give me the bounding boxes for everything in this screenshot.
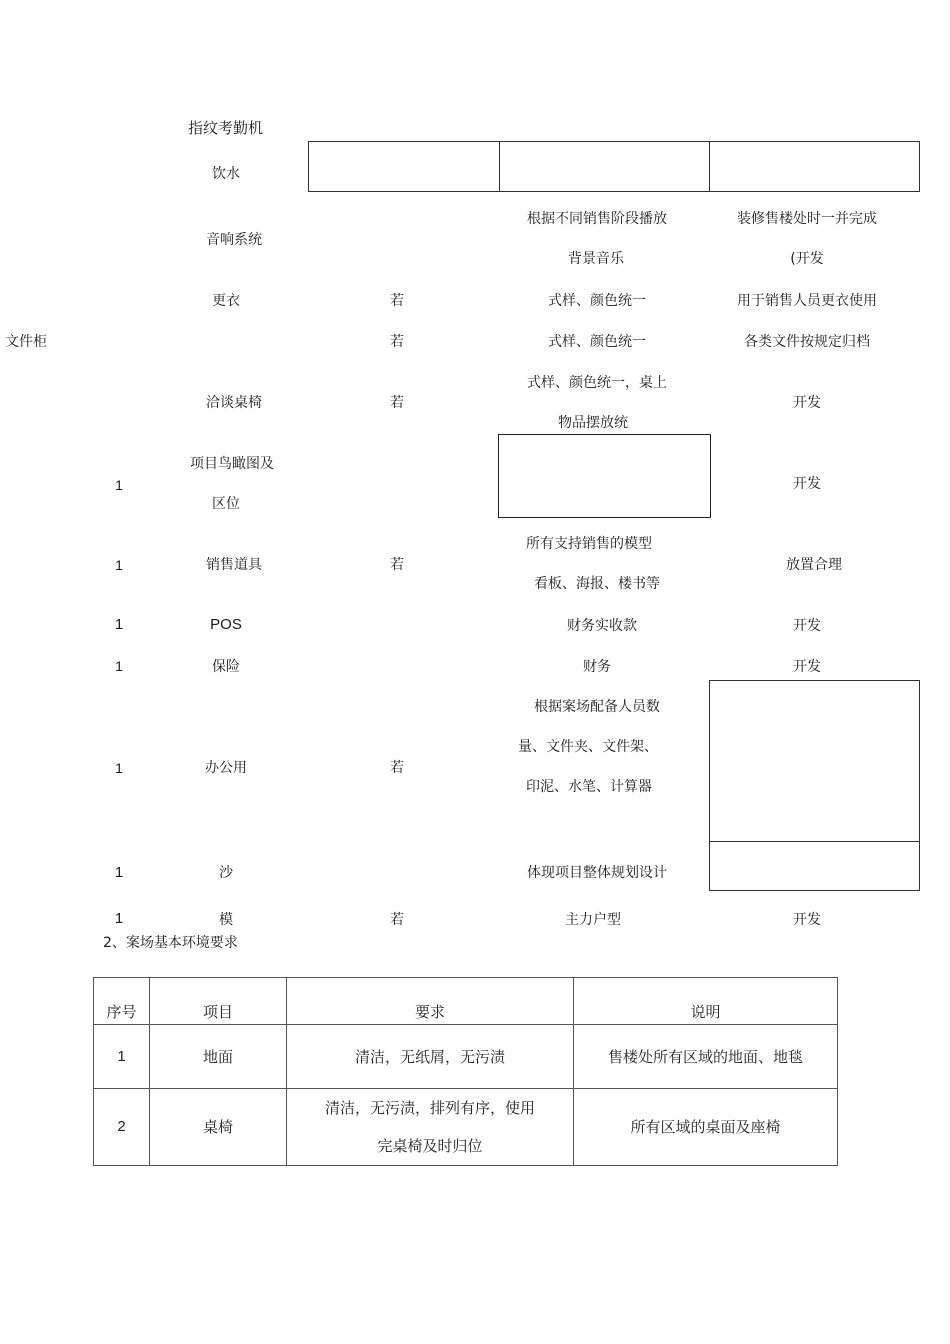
note-cabinet: 各类文件按规定归档 [744,334,870,350]
cell-requirement: 清洁，无纸屑，无污渍 [287,1025,574,1089]
header-note: 说明 [574,978,838,1025]
cell-note: 所有区域的桌面及座椅 [574,1089,838,1166]
empty-cell-box [709,141,920,192]
num-sand-table: 1 [114,864,124,881]
qty-cabinet: 若 [390,334,404,350]
cell-no: 2 [94,1089,150,1166]
note-audio-line2: (开发 [790,251,824,267]
requirement-office-line3: 印泥、水笔、计算器 [526,779,652,795]
item-office: 办公用 [205,760,247,776]
empty-cell-box [499,141,710,192]
header-requirement: 要求 [287,978,574,1025]
requirement-negotiation-table-line2: 物品摆放统 [558,415,628,431]
item-sales-props: 销售道具 [206,557,262,573]
requirement-office-line2: 量、文件夹、文件架、 [518,739,658,755]
requirement-audio-line1: 根据不同销售阶段播放 [527,211,667,227]
requirement-office-line1: 根据案场配备人员数 [534,699,660,715]
requirement-safe: 财务 [583,659,611,675]
num-model: 1 [114,910,124,927]
requirement-sales-props-line2: 看板、海报、楼书等 [534,576,660,592]
requirement-audio-line2: 背景音乐 [568,251,624,267]
requirement-cabinet: 式样、颜色统一 [548,334,646,350]
num-sales-props: 1 [115,557,123,573]
empty-cell-box [308,141,500,192]
item-fingerprint: 指纹考勤机 [188,119,264,137]
empty-cell-box [709,680,920,842]
note-clothes: 用于销售人员更衣使用 [737,293,877,309]
item-sand-table: 沙 [219,865,233,881]
num-pos: 1 [114,616,124,633]
num-aerial-map: 1 [115,477,123,493]
cell-note: 售楼处所有区域的地面、地毯 [574,1025,838,1089]
note-aerial-map: 开发 [793,476,821,492]
cell-requirement-line2: 完桌椅及时归位 [377,1137,483,1155]
header-no: 序号 [94,978,150,1025]
table-header-row [94,978,838,1025]
item-water: 饮水 [212,166,240,182]
requirement-model: 主力户型 [565,912,621,928]
empty-cell-box [709,841,920,891]
note-safe: 开发 [793,659,821,675]
requirement-pos: 财务实收款 [567,618,637,634]
item-aerial-map-line2: 区位 [212,496,240,512]
item-pos: POS [210,616,242,633]
empty-cell-box [498,434,711,518]
table-row [94,1089,838,1166]
env-requirements-table [93,977,838,1166]
note-audio-line1: 装修售楼处时一并完成 [737,211,877,227]
qty-clothes: 若 [390,293,404,309]
item-cabinet: 文件柜 [5,334,47,350]
requirement-sales-props-line1: 所有支持销售的模型 [526,536,652,552]
requirement-clothes: 式样、颜色统一 [548,293,646,309]
qty-model: 若 [390,912,404,928]
section-title: 2、案场基本环境要求 [103,935,238,951]
qty-sales-props: 若 [390,557,404,573]
requirement-negotiation-table-line1: 式样、颜色统一，桌上 [527,375,667,391]
header-item: 项目 [150,978,287,1025]
cell-requirement [287,1089,574,1166]
cell-requirement-line1: 清洁，无污渍，排列有序，使用 [324,1099,535,1117]
num-safe: 1 [115,658,123,674]
cell-no: 1 [94,1025,150,1089]
table-row [94,1025,838,1089]
qty-negotiation-table: 若 [390,395,404,411]
item-negotiation-table: 洽谈桌椅 [206,395,262,411]
num-office: 1 [115,760,123,776]
item-safe: 保险 [212,659,240,675]
note-pos: 开发 [793,618,821,634]
cell-item: 地面 [150,1025,287,1089]
qty-office: 若 [390,760,404,776]
note-sales-props: 放置合理 [786,557,842,573]
item-model: 模 [219,912,233,928]
note-model: 开发 [793,912,821,928]
requirement-sand-table: 体现项目整体规划设计 [527,865,667,881]
item-clothes: 更衣 [212,293,240,309]
cell-item: 桌椅 [150,1089,287,1166]
note-negotiation-table: 开发 [793,395,821,411]
item-audio: 音响系统 [206,232,262,248]
item-aerial-map-line1: 项目鸟瞰图及 [190,456,274,472]
